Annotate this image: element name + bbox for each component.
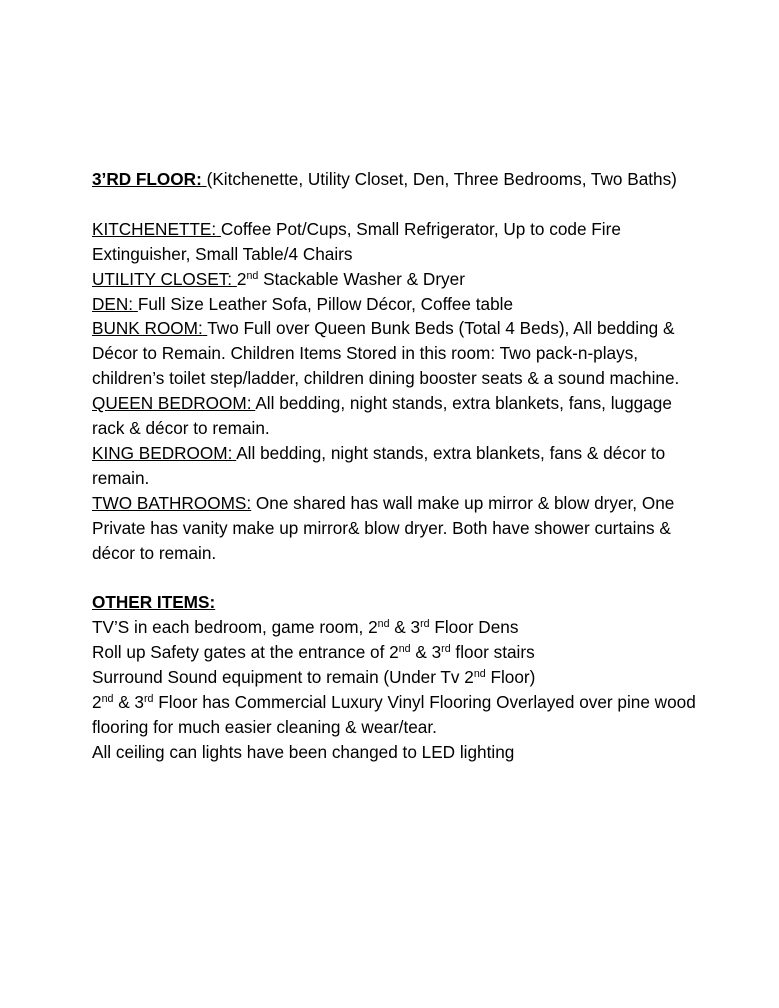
king-bedroom-paragraph bbox=[92, 441, 702, 491]
utility-closet-paragraph bbox=[92, 267, 702, 292]
safety-gates-text-mid: & 3 bbox=[410, 642, 442, 663]
lighting-line bbox=[92, 740, 702, 765]
ordinal-suffix: nd bbox=[377, 618, 390, 631]
queen-bedroom-label: QUEEN BEDROOM: bbox=[92, 393, 252, 414]
queen-bedroom-text: All bedding, night stands, extra blankets, fans, luggage rack & décor to remain. bbox=[92, 393, 672, 439]
third-floor-heading bbox=[92, 169, 207, 189]
kitchenette-heading bbox=[92, 219, 221, 239]
king-bedroom-heading bbox=[92, 443, 236, 463]
kitchenette-text: Coffee Pot/Cups, Small Refrigerator, Up to code Fire Extinguisher, Small Table/4 Chairs bbox=[92, 218, 621, 264]
ordinal-suffix: rd bbox=[441, 643, 451, 656]
safety-gates-text-end: floor stairs bbox=[450, 642, 535, 663]
den-heading bbox=[92, 294, 138, 314]
third-floor-paragraph bbox=[92, 167, 702, 192]
third-floor-summary: (Kitchenette, Utility Closet, Den, Three Bedrooms, Two Baths) bbox=[206, 169, 677, 189]
document-body bbox=[92, 167, 702, 765]
tvs-line bbox=[92, 615, 702, 640]
flooring-text-mid: & 3 bbox=[113, 692, 144, 712]
flooring-line bbox=[92, 690, 702, 740]
ordinal-suffix: nd bbox=[246, 269, 259, 282]
utility-closet-text: 2 bbox=[236, 268, 247, 289]
queen-bedroom-heading bbox=[92, 393, 255, 413]
flooring-text-end: Floor has Commercial Luxury Vinyl Flooring Overlayed over pine wood flooring for much easier cleaning & wear/tear. bbox=[92, 692, 696, 737]
tvs-text-end: Floor Dens bbox=[429, 617, 519, 638]
safety-gates-text: Roll up Safety gates at the entrance of 2 bbox=[92, 642, 399, 663]
king-bedroom-label: KING BEDROOM: bbox=[92, 442, 233, 463]
two-bathrooms-text: One shared has wall make up mirror & blow dryer, One Private has vanity make up mirror& blow dryer. Both have shower curtains & décor to remain. bbox=[92, 492, 675, 563]
bunk-room-text: Two Full over Queen Bunk Beds (Total 4 Beds), All bedding & Décor to Remain. Children Items Stored in this room: Two pack-n-plays, children’s toilet step/ladder, children dining booster seats & a sound machine. bbox=[92, 318, 680, 389]
king-bedroom-text: All bedding, night stands, extra blankets, fans & décor to remain. bbox=[92, 442, 666, 488]
paragraph-spacer bbox=[92, 565, 702, 590]
queen-bedroom-paragraph bbox=[92, 391, 702, 441]
other-items-heading: OTHER ITEMS: bbox=[92, 592, 216, 613]
safety-gates-line bbox=[92, 640, 702, 665]
paragraph-spacer bbox=[92, 192, 702, 217]
utility-closet-label: UTILITY CLOSET: bbox=[92, 268, 233, 289]
two-bathrooms-paragraph bbox=[92, 491, 702, 566]
ordinal-suffix: nd bbox=[101, 693, 114, 706]
den-label: DEN: bbox=[92, 293, 134, 314]
kitchenette-paragraph bbox=[92, 217, 702, 267]
surround-sound-text: Surround Sound equipment to remain (Under Tv 2 bbox=[92, 667, 474, 688]
ordinal-suffix: nd bbox=[473, 668, 486, 681]
surround-sound-line bbox=[92, 665, 702, 690]
bunk-room-heading bbox=[92, 318, 207, 338]
ordinal-suffix: rd bbox=[144, 693, 154, 706]
kitchenette-label: KITCHENETTE: bbox=[92, 218, 217, 239]
den-text: Full Size Leather Sofa, Pillow Décor, Coffee table bbox=[137, 293, 514, 314]
utility-closet-text-rest: Stackable Washer & Dryer bbox=[258, 268, 465, 289]
two-bathrooms-heading: TWO BATHROOMS: bbox=[92, 492, 252, 513]
surround-sound-text-end: Floor) bbox=[485, 667, 536, 688]
tvs-text: TV’S in each bedroom, game room, 2 bbox=[92, 617, 378, 638]
tvs-text-mid: & 3 bbox=[389, 617, 421, 638]
bunk-room-label: BUNK ROOM: bbox=[92, 318, 203, 339]
third-floor-label: 3’RD FLOOR: bbox=[92, 169, 202, 189]
utility-closet-heading bbox=[92, 269, 237, 289]
ordinal-suffix: rd bbox=[420, 618, 430, 631]
den-paragraph bbox=[92, 292, 702, 317]
ordinal-suffix: nd bbox=[398, 643, 411, 656]
other-items-heading-line bbox=[92, 590, 702, 615]
lighting-text: All ceiling can lights have been changed to LED lighting bbox=[92, 741, 515, 762]
flooring-text: 2 bbox=[92, 692, 102, 712]
bunk-room-paragraph bbox=[92, 316, 702, 391]
